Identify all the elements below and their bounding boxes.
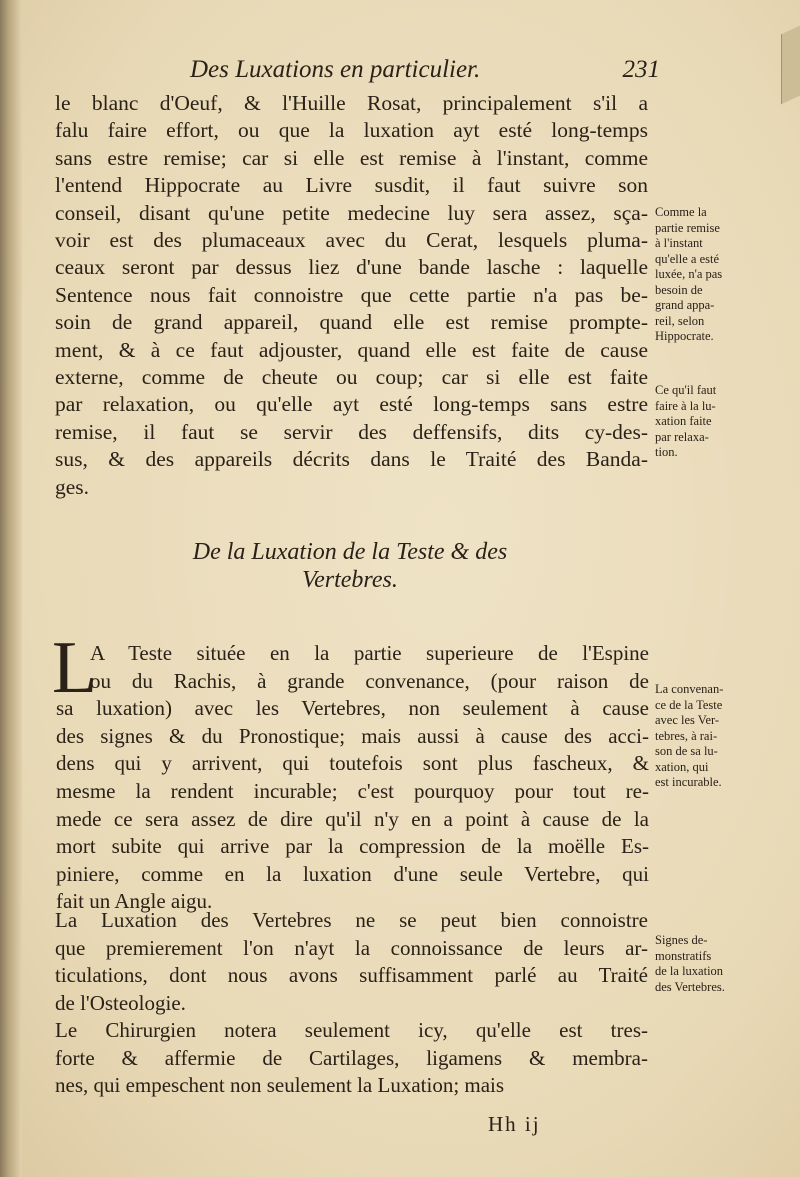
text-line: ment, & à ce faut adjouster, quand elle est faite de cause: [55, 337, 648, 362]
page-corner-tab: [781, 26, 800, 105]
text-line: fait un Angle aigu.: [56, 889, 213, 914]
text-line: de l'Osteologie.: [55, 990, 186, 1015]
margin-note-line: grand appa-: [655, 298, 715, 312]
margin-note-line: luxée, n'a pas: [655, 267, 723, 281]
text-line: sus, & des appareils décrits dans le Traité des Banda-: [55, 447, 648, 472]
text-line: ceaux seront par dessus liez d'une bande lasche : laquelle: [55, 255, 648, 280]
margin-note-line: avec les Ver-: [655, 713, 720, 727]
margin-note-line: Hippocrate.: [655, 329, 714, 343]
margin-note-line: ce de la Teste: [655, 697, 723, 712]
margin-note-line: tebres, à rai-: [655, 728, 718, 743]
text-line: ges.: [55, 474, 90, 499]
text-line: l'entend Hippocrate au Livre susdit, il faut suivre son: [55, 173, 648, 198]
paragraph-continuation: [55, 90, 648, 501]
margin-note-remise: [655, 205, 760, 345]
margin-note-line: besoin de: [655, 282, 703, 297]
text-line: falu faire effort, ou que la luxation ayt esté long-temps: [55, 118, 648, 143]
text-line: piniere, comme en la luxation d'une seule Vertebre, qui: [56, 861, 649, 886]
text-line: sa luxation) avec les Vertebres, non seulement à cause: [56, 696, 649, 721]
signature-mark: Hh ij: [488, 1112, 541, 1136]
text-line: A Teste située en la partie superieure de l'Espine: [90, 641, 649, 665]
text-line: des signes & du Pronostique; mais aussi à cause des acci-: [56, 723, 649, 748]
margin-note-signes: [655, 933, 760, 995]
margin-note-line: Signes de-: [655, 933, 708, 947]
paragraph-vertebres: [55, 907, 648, 1017]
text-line: le blanc d'Oeuf, & l'Huille Rosat, principalement s'il a: [55, 91, 648, 115]
text-line: par relaxation, ou qu'elle ayt esté long-temps sans estre: [55, 392, 648, 417]
margin-note-line: partie remise: [655, 220, 720, 235]
text-line: que premierement l'on n'ayt la connoissance de leurs ar-: [55, 935, 648, 960]
text-line: soin de grand appareil, quand elle est remise prompte-: [55, 310, 648, 335]
text-line: ticulations, dont nous avons suffisamment parlé au Traité: [55, 963, 648, 988]
section-heading: [150, 538, 550, 594]
margin-note-convenance: [655, 682, 760, 791]
margin-note-line: xation faite: [655, 414, 712, 428]
text-line: Sentence nous fait connoistre que cette partie n'a pas be-: [55, 282, 648, 307]
running-title: Des Luxations en particulier.: [190, 56, 481, 83]
paragraph-teste: [52, 627, 649, 916]
text-line: sans estre remise; car si elle est remise à l'instant, comme: [55, 145, 648, 170]
margin-note-line: son de sa lu-: [655, 744, 718, 758]
text-line: voir est des plumaceaux avec du Cerat, lesquels pluma-: [55, 228, 648, 253]
page-number: 231: [622, 56, 660, 83]
margin-note-line: La convenan-: [655, 682, 724, 696]
text-line: dens qui y arrivent, qui toutefois sont plus fascheux, &: [56, 751, 649, 776]
text-line: La Luxation des Vertebres ne se peut bien connoistre: [55, 908, 648, 932]
text-line: forte & affermie de Cartilages, ligamens & membra-: [55, 1045, 648, 1070]
margin-note-line: xation, qui: [655, 759, 709, 774]
text-line: remise, il faut se servir des deffensifs, dits cy-des-: [55, 419, 648, 444]
drop-cap: L: [52, 627, 98, 709]
margin-note-line: à l'instant: [655, 236, 703, 250]
margin-note-line: est incurable.: [655, 775, 722, 789]
text-line: ou du Rachis, à grande convenance, (pour raison de: [90, 668, 649, 693]
margin-note-line: par relaxa-: [655, 429, 709, 444]
text-line: Le Chirurgien notera seulement icy, qu'elle est tres-: [55, 1018, 648, 1042]
margin-note-line: tion.: [655, 445, 678, 459]
book-spine-shadow: [0, 0, 22, 1177]
text-line: mesme la rendent incurable; c'est pourquoy pour tout re-: [56, 778, 649, 803]
section-heading-line-2: Vertebres.: [302, 567, 398, 593]
text-line: conseil, disant qu'une petite medecine luy sera assez, sça-: [55, 200, 648, 225]
margin-note-line: faire à la lu-: [655, 398, 716, 413]
margin-note-line: monstratifs: [655, 948, 712, 963]
margin-note-line: Comme la: [655, 205, 707, 219]
text-line: externe, comme de cheute ou coup; car si elle est faite: [55, 365, 648, 390]
margin-note-relaxation: [655, 383, 760, 461]
margin-note-line: de la luxation: [655, 964, 724, 978]
text-line: mort subite qui arrive par la compression de la moëlle Es-: [56, 834, 649, 859]
margin-note-line: reil, selon: [655, 313, 705, 328]
section-heading-line-1: De la Luxation de la Teste & des: [192, 539, 508, 565]
running-header: [190, 56, 660, 84]
text-line: nes, qui empeschent non seulement la Luxation; mais: [55, 1073, 505, 1098]
margin-note-line: qu'elle a esté: [655, 251, 720, 266]
paragraph-chirurgien: [55, 1017, 648, 1100]
text-line: mede ce sera assez de dire qu'il n'y en a point à cause de la: [56, 806, 649, 831]
margin-note-line: des Vertebres.: [655, 979, 725, 994]
margin-note-line: Ce qu'il faut: [655, 383, 717, 397]
